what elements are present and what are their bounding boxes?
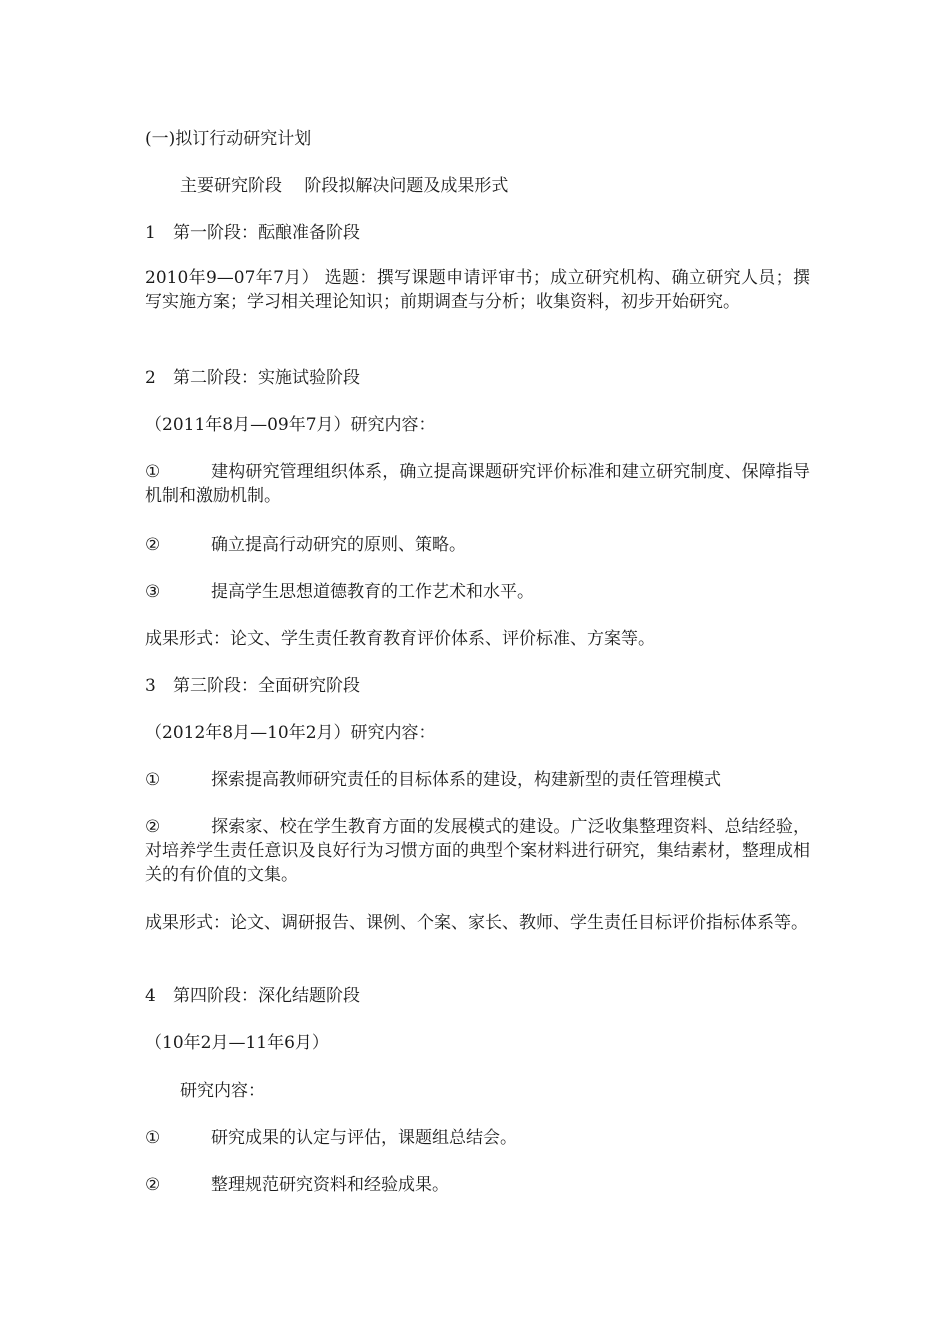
stage2-item-1 <box>145 460 810 508</box>
stage4-period: （10年2月—11年6月） <box>145 1033 329 1053</box>
stage2-item-3 <box>145 580 810 604</box>
stage4-content-label: 研究内容： <box>180 1081 265 1101</box>
item-text: 建构研究管理组织体系，确立提高课题研究评价标准和建立研究制度、保障指导机制和激励机制。 <box>145 462 810 506</box>
stage1-heading <box>145 221 810 245</box>
item-marker: ① <box>145 770 161 790</box>
stage4-title: 第四阶段：深化结题阶段 <box>173 986 360 1006</box>
item-text: 研究成果的认定与评估，课题组总结会。 <box>211 1128 517 1148</box>
stage2-number: 2 <box>145 368 156 388</box>
item-marker: ① <box>145 462 161 482</box>
stage4-item-2 <box>145 1173 810 1197</box>
stage4-item-1 <box>145 1126 810 1150</box>
item-text: 探索家、校在学生教育方面的发展模式的建设。广泛收集整理资料、总结经验，对培养学生责任意识及良好行为习惯方面的典型个案材料进行研究，集结素材，整理成相关的有价值的文集。 <box>145 817 810 885</box>
stage3-heading <box>145 674 810 698</box>
item-text: 整理规范研究资料和经验成果。 <box>211 1175 449 1195</box>
stage3-number: 3 <box>145 676 156 696</box>
stage2-outcome: 成果形式：论文、学生责任教育教育评价体系、评价标准、方案等。 <box>145 629 655 649</box>
stage4-number: 4 <box>145 986 156 1006</box>
item-text: 探索提高教师研究责任的目标体系的建设，构建新型的责任管理模式 <box>211 770 721 790</box>
stage1-body: 2010年9—07年7月） 选题：撰写课题申请评审书；成立研究机构、确立研究人员；撰写实施方案；学习相关理论知识；前期调查与分析；收集资料，初步开始研究。 <box>145 268 810 312</box>
stage1-number: 1 <box>145 223 156 243</box>
stage2-heading <box>145 366 810 390</box>
item-marker: ② <box>145 817 161 837</box>
stage1-title: 第一阶段：酝酿准备阶段 <box>173 223 360 243</box>
stage3-title: 第三阶段：全面研究阶段 <box>173 676 360 696</box>
stage3-item-2 <box>145 815 810 887</box>
item-text: 提高学生思想道德教育的工作艺术和水平。 <box>211 582 534 602</box>
item-marker: ② <box>145 1175 161 1195</box>
item-marker: ① <box>145 1128 161 1148</box>
stage3-item-1 <box>145 768 810 792</box>
stage3-outcome: 成果形式：论文、调研报告、课例、个案、家长、教师、学生责任目标评价指标体系等。 <box>145 913 808 933</box>
stage4-heading <box>145 984 810 1008</box>
item-marker: ② <box>145 535 161 555</box>
item-text: 确立提高行动研究的原则、策略。 <box>211 535 466 555</box>
stage2-title: 第二阶段：实施试验阶段 <box>173 368 360 388</box>
stage2-item-2 <box>145 533 810 557</box>
stage3-period: （2012年8月—10年2月）研究内容： <box>145 723 436 743</box>
stage2-period: （2011年8月—09年7月）研究内容： <box>145 415 436 435</box>
plan-heading: (一)拟订行动研究计划 <box>145 129 312 149</box>
table-header: 主要研究阶段 阶段拟解决问题及成果形式 <box>180 176 509 196</box>
item-marker: ③ <box>145 582 161 602</box>
